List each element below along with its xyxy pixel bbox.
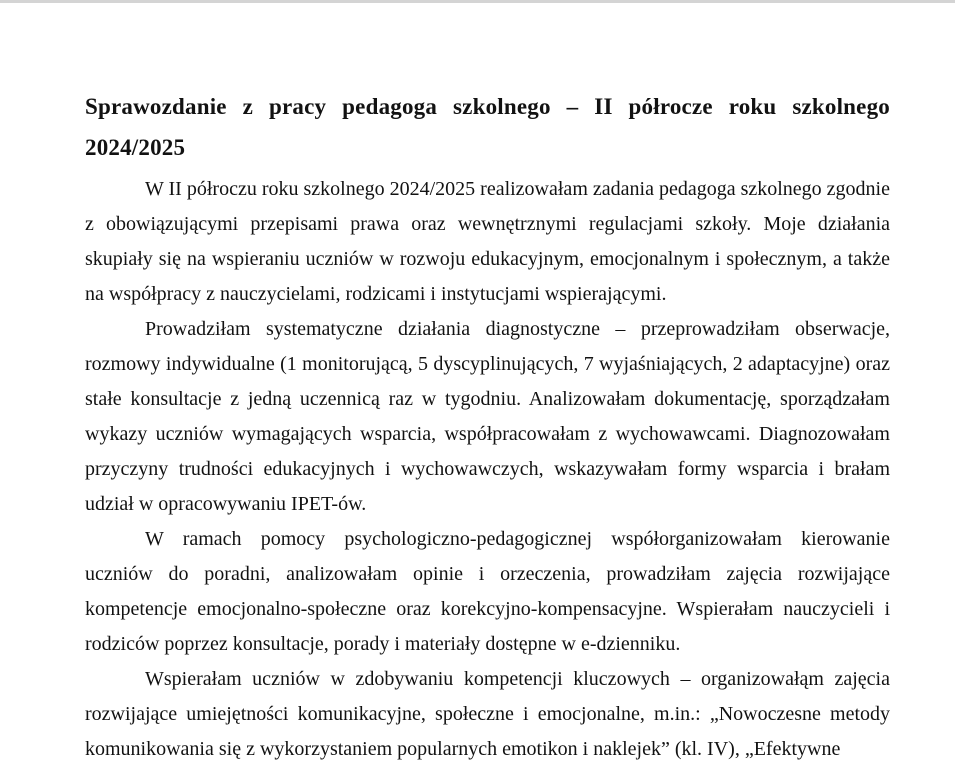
document-page <box>0 3 955 767</box>
report-paragraph-psychological-help: W ramach pomocy psychologiczno-pedagogicznej współorganizowałam kierowanie uczniów do poradni, analizowałam opinie i orzeczenia, prowadziłam zajęcia rozwijające kompetencje emocjonalno-społeczne oraz korekcyjno-kompensacyjne. Wspierałam nauczycieli i rodziców poprzez konsultacje, porady i materiały dostępne w e-dzienniku. <box>85 528 890 655</box>
report-paragraph-diagnostics: Prowadziłam systematyczne działania diagnostyczne – przeprowadziłam obserwacje, rozmowy indywidualne (1 monitorującą, 5 dyscyplinujących, 7 wyjaśniających, 2 adaptacyjne) oraz stałe konsultacje z jedną uczennicą raz w tygodniu. Analizowałam dokumentację, sporządzałam wykazy uczniów wymagających wsparcia, współpracowałam z wychowawcami. Diagnozowałam przyczyny trudności edukacyjnych i wychowawczych, wskazywałam formy wsparcia i brałam udział w opracowywaniu IPET-ów. <box>85 318 890 515</box>
report-paragraph-intro: W II półroczu roku szkolnego 2024/2025 realizowałam zadania pedagoga szkolnego zgodnie z obowiązującymi przepisami prawa oraz wewnętrznymi regulacjami szkoły. Moje działania skupiały się na wspieraniu uczniów w rozwoju edukacyjnym, emocjonalnym i społecznym, a także na współpracy z nauczycielami, rodzicami i instytucjami wspierającymi. <box>85 178 890 305</box>
report-paragraph-key-competences: Wspierałam uczniów w zdobywaniu kompetencji kluczowych – organizowałąm zajęcia rozwijające umiejętności komunikacyjne, społeczne i emocjonalne, m.in.: „Nowoczesne metody komunikowania się z wykorzystaniem popularnych emotikon i naklejek” (kl. IV), „Efektywne <box>85 668 890 760</box>
document-title: Sprawozdanie z pracy pedagoga szkolnego – II półrocze roku szkolnego 2024/2025 <box>85 94 890 160</box>
